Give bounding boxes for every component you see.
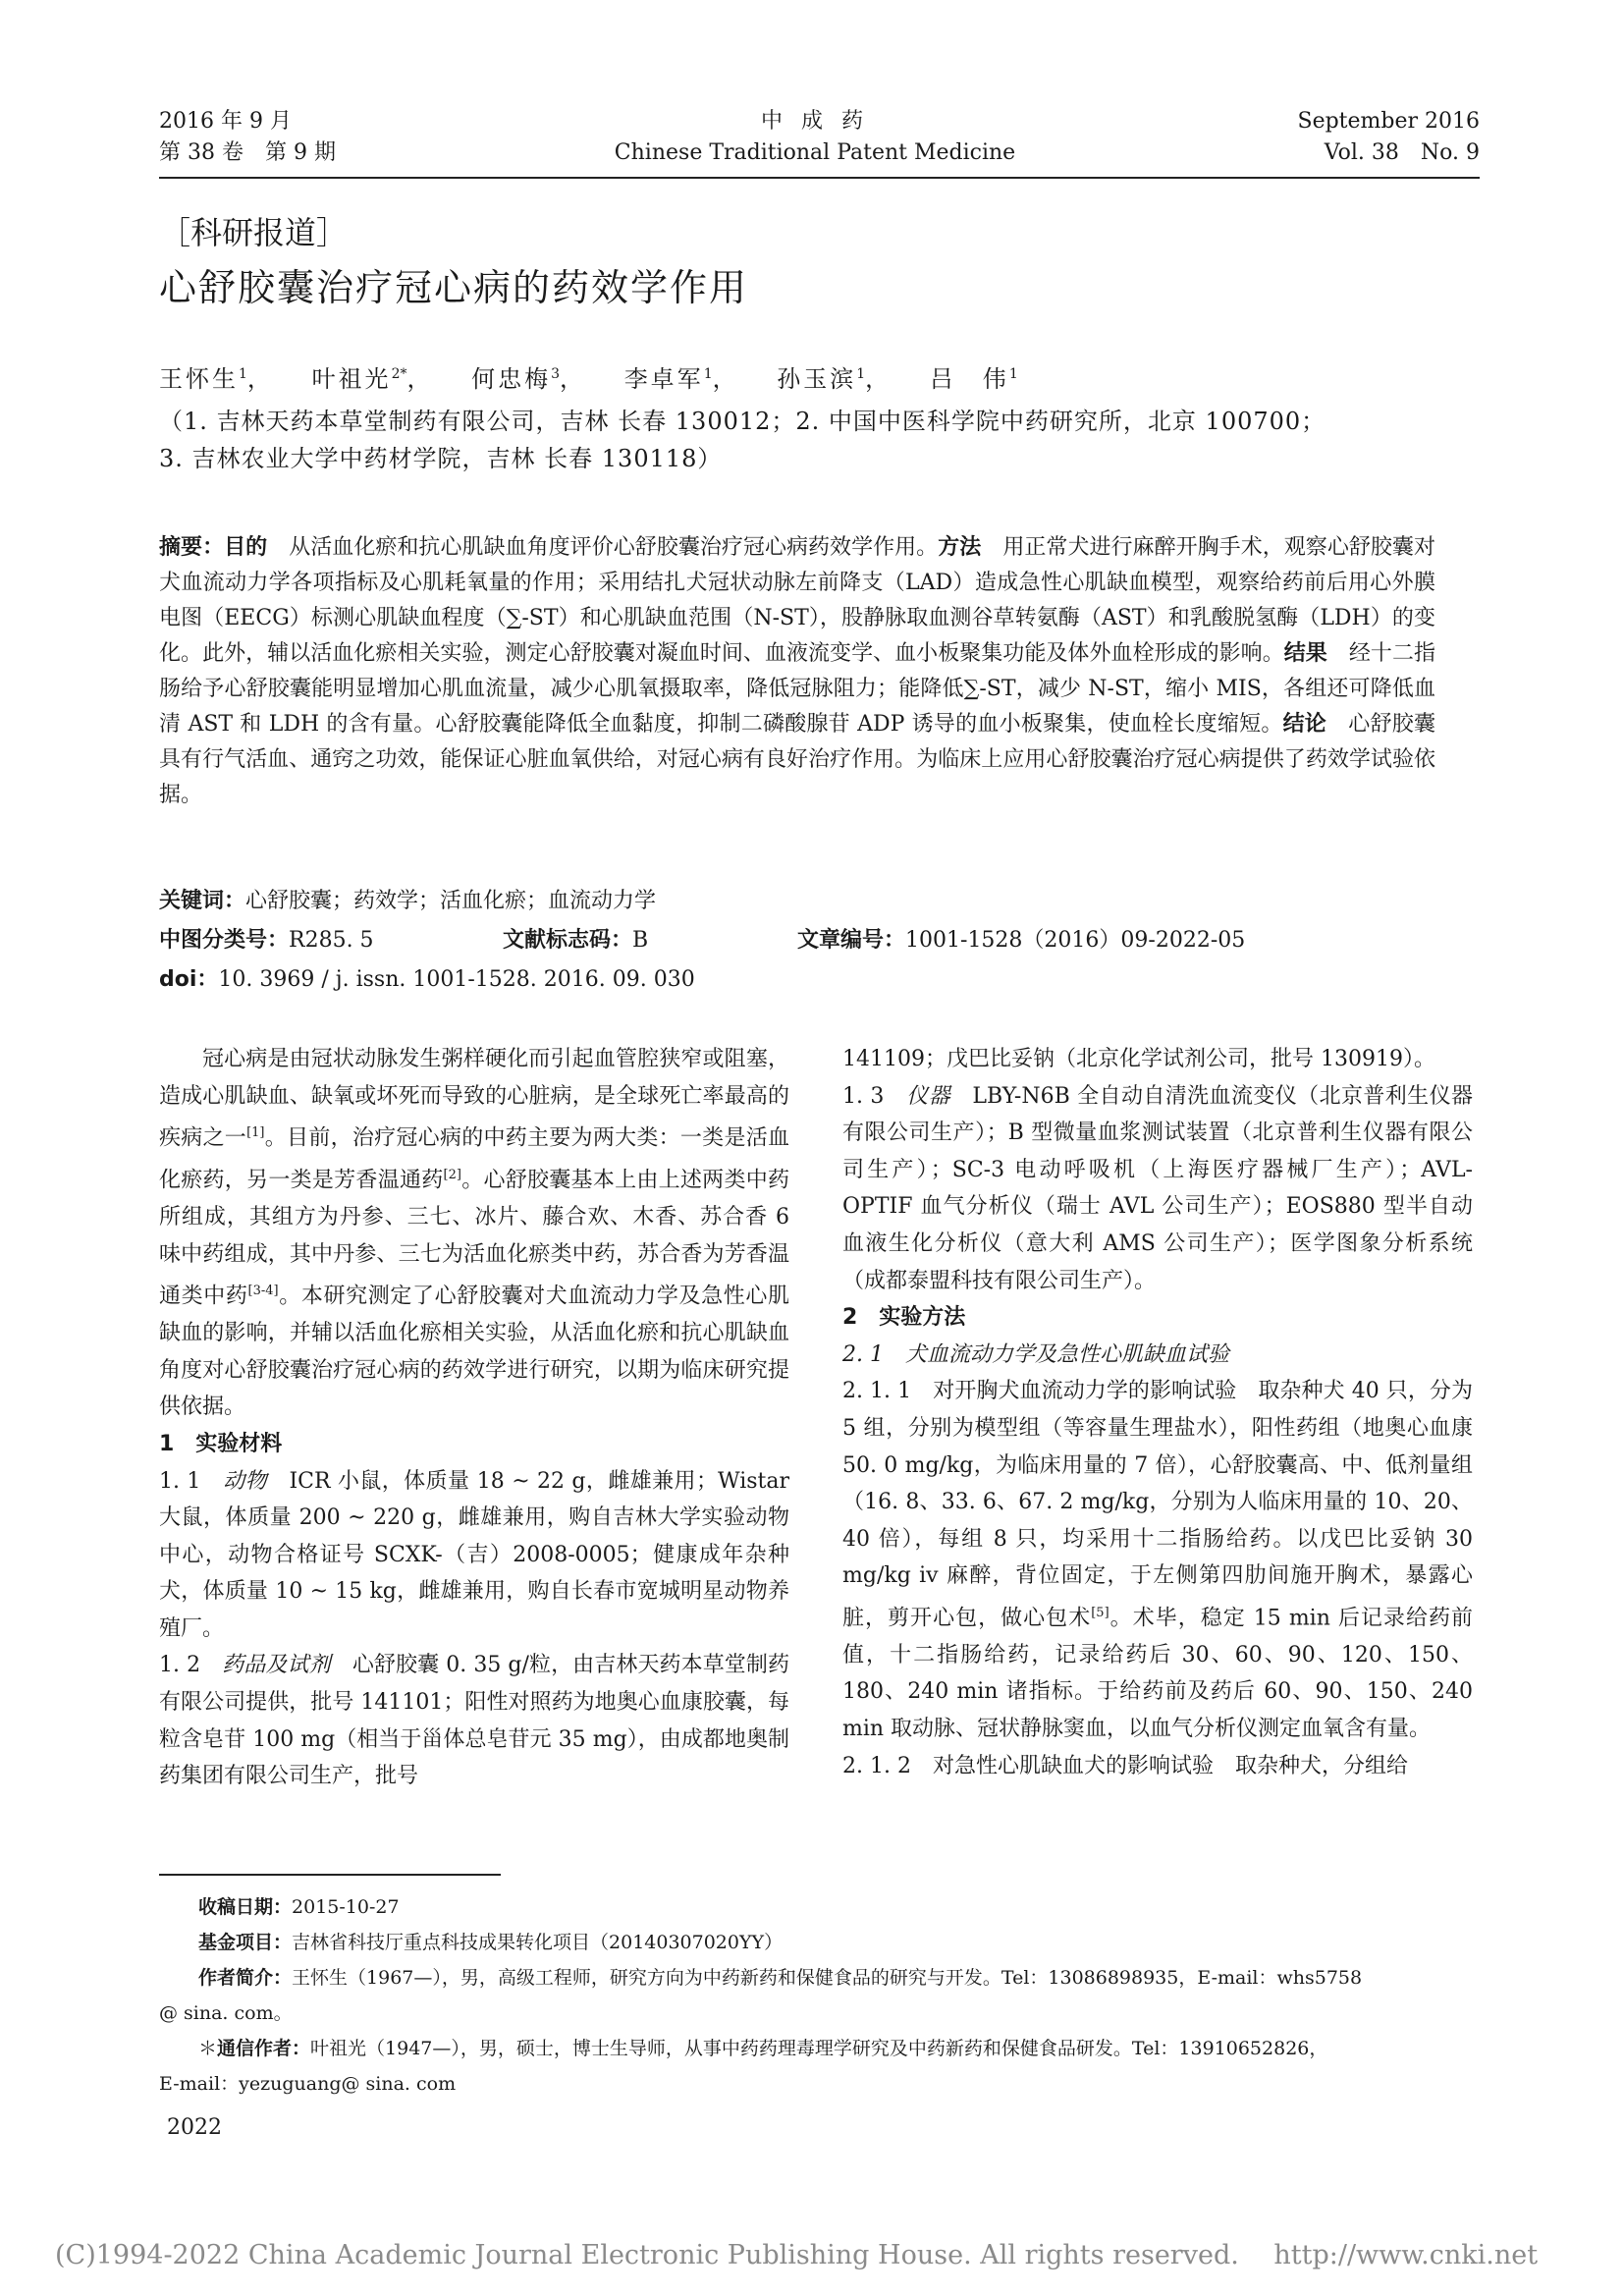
abstract-label: 摘要： bbox=[159, 535, 225, 560]
classification-row bbox=[159, 923, 1480, 958]
affiliations bbox=[159, 403, 1480, 477]
keywords bbox=[159, 884, 1435, 919]
corresponding-author: ＊通信作者：叶祖光（1947—），男，硕士，博士生导师，从事中药药理毒理学研究及中药新药和保健食品研发。Tel：13910652826， bbox=[198, 2038, 1328, 2059]
objective-label: 目的 bbox=[224, 535, 268, 560]
methods-label: 方法 bbox=[938, 535, 982, 560]
header-left bbox=[159, 106, 336, 169]
author: 王怀生$^1$， bbox=[159, 365, 274, 393]
continued-text: 141109；戊巴比妥钠（北京化学试剂公司，批号 130919）。 bbox=[842, 1047, 1435, 1071]
author: 叶祖光$^{2*}$， bbox=[311, 365, 434, 393]
header-volume: 第 38 卷 第 9 期 bbox=[159, 140, 336, 165]
article-title: 心舒胶囊治疗冠心病的药效学作用 bbox=[159, 266, 749, 309]
subsection-instruments: 1. 3 仪器 LBY-N6B 全自动自清洗血流变仪（北京普利生仪器有限公司生产）；B 型微量血浆测试装置（北京普利生仪器有限公司生产）；SC-3 电动呼吸机（上海医疗器械厂生产）；AVL-OPTIF 血气分析仪（瑞士 AVL 公司生产）；EOS880 型半自动血液生化分析仪（意大利 AMS 公司生产）；医学图象分析系统（成都泰盟科技有限公司生产）。 bbox=[842, 1083, 1473, 1293]
subsection-heading: 2. 1 犬血流动力学及急性心肌缺血试验 bbox=[842, 1341, 1229, 1367]
methods-text: 用正常犬进行麻醉开胸手术，观察心舒胶囊对犬血流动力学各项指标及心肌耗氧量的作用；采用结扎犬冠状动脉左前降支（LAD）造成急性心肌缺血模型，观察给药前后用心外膜电图（EECG）标测心肌缺血程度（∑-ST）和心肌缺血范围（N-ST），股静脉取血测谷草转氨酶（AST）和乳酸脱氢酶（LDH）的变化。此外，辅以活血化瘀相关实验，测定心舒胶囊对凝血时间、血液流变学、血小板聚集功能及体外血栓形成的影响。 bbox=[159, 535, 1435, 666]
affiliation-line: （1. 吉林天药本草堂制药有限公司，吉林 长春 130012；2. 中国中医科学院中药研究所，北京 100700； bbox=[159, 408, 1326, 435]
results-label: 结果 bbox=[1283, 641, 1327, 666]
doi-label: doi： bbox=[159, 967, 219, 992]
page-number: 2022 bbox=[167, 2115, 222, 2140]
author: 孙玉滨$^1$， bbox=[777, 365, 893, 393]
article-number: 文章编号：1001-1528（2016）09-2022-05 bbox=[797, 928, 1246, 953]
intro-paragraph: 冠心病是由冠状动脉发生粥样硬化而引起血管腔狭窄或阻塞，造成心肌缺血、缺氧或坏死而导致的心脏病，是全球死亡率最高的疾病之一[1]。目前，治疗冠心病的中药主要为两大类：一类是活血化瘀药，另一类是芳香温通药[2]。心舒胶囊基本上由上述两类中药所组成，其组方为丹参、三七、冰片、藤合欢、木香、苏合香 6 味中药组成，其中丹参、三七为活血化瘀类中药，苏合香为芳香温通类中药[3-4]。本研究测定了心舒胶囊对犬血流动力学及急性心肌缺血的影响，并辅以活血化瘀相关实验，从活血化瘀和抗心肌缺血角度对心舒胶囊治疗冠心病的药效学进行研究，以期为临床研究提供依据。 bbox=[159, 1047, 789, 1420]
clc: 中图分类号：R285. 5 bbox=[159, 928, 374, 953]
objective-text: 从活血化瘀和抗心肌缺血角度评价心舒胶囊治疗冠心病药效学作用。 bbox=[289, 535, 939, 560]
author: 李卓军$^1$， bbox=[623, 365, 739, 393]
keywords-value: 心舒胶囊；药效学；活血化瘀；血流动力学 bbox=[245, 889, 657, 913]
footnote-rule bbox=[159, 1874, 501, 1876]
left-column bbox=[159, 1041, 789, 1795]
conclusion-label: 结论 bbox=[1282, 712, 1327, 737]
right-column bbox=[842, 1041, 1473, 1784]
author-bio-cont: @ sina. com。 bbox=[159, 2002, 293, 2024]
header-date-en: September 2016 bbox=[1297, 109, 1480, 134]
doc-code: 文献标志码：B bbox=[503, 928, 649, 953]
section-heading: 2 实验方法 bbox=[842, 1305, 966, 1331]
header-date: 2016 年 9 月 bbox=[159, 109, 292, 134]
journal-name-cn: 中 成 药 bbox=[761, 109, 869, 134]
footnotes bbox=[159, 1889, 1480, 2102]
affiliation-line: 3. 吉林农业大学中药材学院，吉林 长春 130118） bbox=[159, 445, 723, 472]
header-right bbox=[1159, 106, 1480, 169]
doi-value: 10. 3969 / j. issn. 1001-1528. 2016. 09. 030 bbox=[218, 967, 695, 992]
author: 吕 伟$^1$ bbox=[929, 365, 1018, 393]
header-center bbox=[550, 106, 1080, 169]
author-bio: 作者简介：王怀生（1967—），男，高级工程师，研究方向为中药新药和保健食品的研究与开发。Tel：13086898935，E-mail：whs5758 bbox=[198, 1967, 1363, 1989]
abstract bbox=[159, 530, 1435, 813]
funding: 基金项目：吉林省科技厅重点科技成果转化项目（20140307020YY） bbox=[198, 1932, 784, 1953]
author: 何忠梅$^3$， bbox=[471, 365, 587, 393]
subsection-ischemia: 2. 1. 2 对急性心肌缺血犬的影响试验 取杂种犬，分组给 bbox=[842, 1753, 1408, 1778]
journal-name-en: Chinese Traditional Patent Medicine bbox=[614, 140, 1016, 165]
author-list bbox=[159, 359, 1018, 394]
section-tag: ［科研报道］ bbox=[159, 214, 349, 251]
header-volume-en: Vol. 38 No. 9 bbox=[1324, 140, 1480, 165]
copyright-footer: (C)1994-2022 China Academic Journal Electronic Publishing House. All rights reserved. http://www.cnki.net bbox=[55, 2240, 1539, 2270]
section-heading: 1 实验材料 bbox=[159, 1431, 283, 1456]
conclusion-text: 心舒胶囊具有行气活血、通窍之功效，能保证心脏血氧供给，对冠心病有良好治疗作用。为临床上应用心舒胶囊治疗冠心病提供了药效学试验依据。 bbox=[159, 712, 1435, 807]
keywords-label: 关键词： bbox=[159, 889, 246, 913]
corresponding-email: E-mail：yezuguang@ sina. com bbox=[159, 2073, 457, 2095]
doi bbox=[159, 962, 695, 998]
header-rule bbox=[159, 177, 1480, 179]
received-date: 收稿日期：2015-10-27 bbox=[198, 1896, 400, 1918]
subsection-hemodynamics: 2. 1. 1 对开胸犬血流动力学的影响试验 取杂种犬 40 只，分为 5 组，分别为模型组（等容量生理盐水），阳性药组（地奥心血康 50. 0 mg/kg，为临床用量的 7 倍），心舒胶囊高、中、低剂量组（16. 8、33. 6、67. 2 mg/kg，分别为人临床用量的 10、20、40 倍），每组 8 只，均采用十二指肠给药。以戊巴比妥钠 30 mg/kg iv 麻醉，背位固定，于左侧第四肋间施开胸术，暴露心脏，剪开心包，做心包术[5]。术毕，稳定 15 min 后记录给药前值，十二指肠给药，记录给药后 30、60、90、120、150、180、240 min 诸指标。于给药前及药后 60、90、150、240 min 取动脉、冠状静脉窦血，以血气分析仪测定血氧含有量。 bbox=[842, 1379, 1473, 1742]
results-text: 经十二指肠给予心舒胶囊能明显增加心肌血流量，减少心肌氧摄取率，降低冠脉阻力；能降低∑-ST，减少 N-ST，缩小 MIS，各组还可降低血清 AST 和 LDH 的含有量。心舒胶囊能降低全血黏度，抑制二磷酸腺苷 ADP 诱导的血小板聚集，使血栓长度缩短。 bbox=[159, 641, 1435, 737]
subsection-drugs: 1. 2 药品及试剂 心舒胶囊 0. 35 g/粒，由吉林天药本草堂制药有限公司提供，批号 141101；阳性对照药为地奥心血康胶囊，每粒含皂苷 100 mg（相当于甾体总皂苷元 35 mg），由成都地奥制药集团有限公司生产，批号 bbox=[159, 1653, 789, 1789]
subsection-animals: 1. 1 动物 ICR 小鼠，体质量 18 ~ 22 g，雌雄兼用；Wistar 大鼠，体质量 200 ~ 220 g，雌雄兼用，购自吉林大学实验动物中心，动物合格证号 SCXK-（吉）2008-0005；健康成年杂种犬，体质量 10 ~ 15 kg，雌雄兼用，购自长春市宽城明星动物养殖厂。 bbox=[159, 1468, 789, 1641]
